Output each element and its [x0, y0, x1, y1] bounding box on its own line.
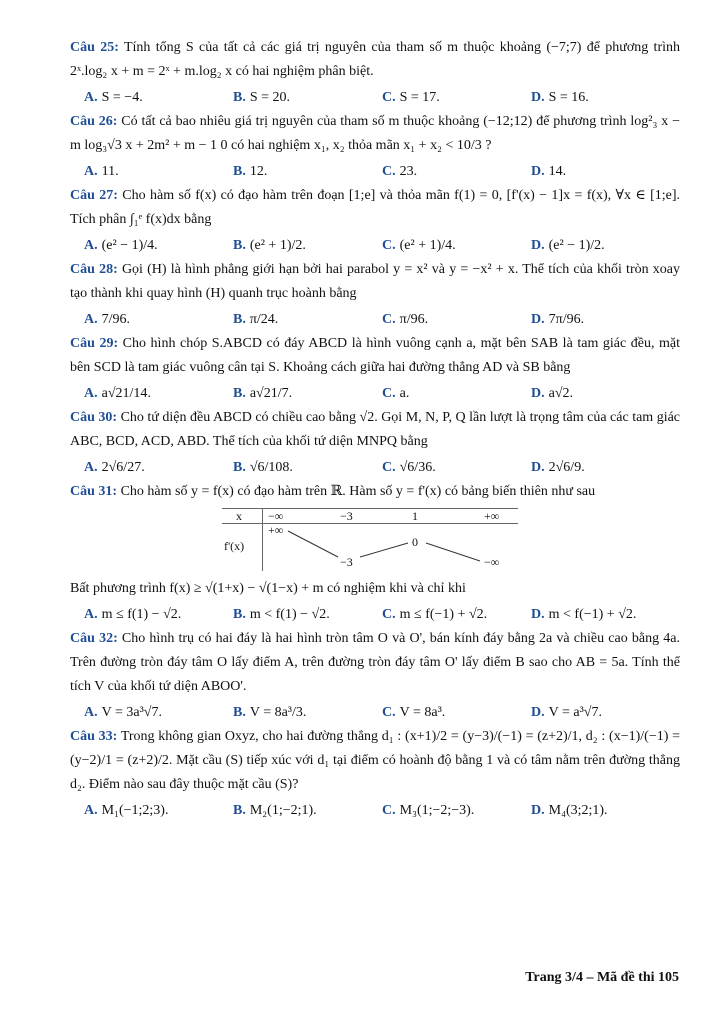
option-a[interactable]: A. 7/96. — [84, 312, 131, 327]
page-footer: Trang 3/4 – Mã đề thi 105 — [525, 970, 679, 985]
option-b[interactable]: B. π/24. — [233, 312, 279, 327]
question-27 — [70, 184, 680, 232]
value-bottom-right: −∞ — [484, 555, 500, 569]
answer-row — [84, 382, 680, 406]
question-number: Câu 30: — [70, 410, 118, 425]
value-mid: 0 — [412, 535, 418, 549]
question-33 — [70, 725, 680, 797]
answer-row — [84, 456, 680, 480]
answer-row — [84, 234, 680, 258]
table-fp-label: f'(x) — [224, 539, 245, 553]
question-number: Câu 31: — [70, 484, 118, 499]
question-29 — [70, 332, 680, 380]
option-b[interactable]: B. V = 8a³/3. — [233, 705, 307, 720]
option-b[interactable]: B. S = 20. — [233, 90, 291, 105]
tick-pos-inf: +∞ — [484, 509, 500, 523]
answer-row — [84, 799, 680, 823]
question-text: Cho tứ diện đều ABCD có chiều cao bằng √2. Gọi M, N, P, Q lần lượt là trọng tâm của các tam giác ABC, BCD, ACD, ABD. Thể tích của khối tứ diện MNPQ bằng — [70, 410, 681, 449]
answer-row — [84, 160, 680, 184]
option-b[interactable]: B. m < f(1) − √2. — [233, 607, 330, 622]
option-a[interactable]: A. (e² − 1)/4. — [84, 238, 158, 253]
option-a[interactable]: A. 2√6/27. — [84, 460, 145, 475]
option-b[interactable]: B. (e² + 1)/2. — [233, 238, 306, 253]
value-top-left: +∞ — [268, 523, 284, 537]
option-c[interactable]: C. (e² + 1)/4. — [382, 238, 456, 253]
question-text: Tính tổng S của tất cả các giá trị nguyên của tham số m thuộc khoảng (−7;7) để phương trình 2ˣ.log₂ x + m = 2ˣ + m.log₂ x có hai nghiệm phân biệt. — [70, 40, 681, 79]
question-text: Trong không gian Oxyz, cho hai đường thẳng d₁ : (x+1)/2 = (y−3)/(−1) = (z+2)/1, d₂ : (x−1)/(−1) = (y−2)/1 = (z+2)/2. Mặt cầu (S) tiếp xúc với d₁ tại điểm có hoành độ bằng 1 và có tâm nằm trên đường thẳng d₂. Điểm nào sau đây thuộc mặt cầu (S)? — [70, 729, 681, 792]
answer-row — [84, 701, 680, 725]
option-b[interactable]: B. M₂(1;−2;1). — [233, 803, 317, 818]
question-text: Bất phương trình f(x) ≥ √(1+x) − √(1−x) + m có nghiệm khi và chỉ khi — [70, 581, 466, 596]
question-32 — [70, 627, 680, 699]
answer-row — [84, 308, 680, 332]
question-31-part2 — [70, 577, 680, 601]
option-d[interactable]: D. V = a³√7. — [531, 705, 602, 720]
option-c[interactable]: C. 23. — [382, 164, 418, 179]
option-d[interactable]: D. 2√6/9. — [531, 460, 585, 475]
question-number: Câu 25: — [70, 40, 119, 55]
answer-row — [84, 86, 680, 110]
option-b[interactable]: B. √6/108. — [233, 460, 293, 475]
option-d[interactable]: D. a√2. — [531, 386, 574, 401]
question-text: Cho hình chóp S.ABCD có đáy ABCD là hình vuông cạnh a, mặt bên SAB là tam giác đều, mặt bên SCD là tam giác vuông cân tại S. Khoảng cách giữa hai đường thẳng AD và SB bằng — [70, 336, 681, 375]
question-number: Câu 28: — [70, 262, 118, 277]
tick-1: 1 — [412, 509, 418, 523]
question-text: Cho hàm số f(x) có đạo hàm trên đoạn [1;e] và thỏa mãn f(1) = 0, [f'(x) − 1]x = f(x), ∀x ∈ [1;e]. Tích phân ∫₁ᵉ f(x)dx bằng — [70, 188, 681, 227]
question-26 — [70, 110, 680, 158]
question-28 — [70, 258, 680, 306]
question-31 — [70, 480, 680, 504]
exam-page — [70, 36, 680, 823]
option-c[interactable]: C. M₃(1;−2;−3). — [382, 803, 475, 818]
option-c[interactable]: C. √6/36. — [382, 460, 436, 475]
question-number: Câu 32: — [70, 631, 118, 646]
value-bottom: −3 — [340, 555, 353, 569]
option-a[interactable]: A. S = −4. — [84, 90, 143, 105]
question-number: Câu 26: — [70, 114, 118, 129]
option-d[interactable]: D. 14. — [531, 164, 567, 179]
variation-arrows — [222, 509, 518, 571]
question-text: Có tất cả bao nhiêu giá trị nguyên của tham số m thuộc khoảng (−12;12) để phương trình log²₃ x − m log₃√3 x + 2m² + m − 1 0 có hai nghiệm x₁, x₂ thỏa mãn x₁ + x₂ < 10/3 ? — [70, 114, 680, 153]
answer-row — [84, 603, 680, 627]
question-number: Câu 27: — [70, 188, 118, 203]
option-a[interactable]: A. M₁(−1;2;3). — [84, 803, 169, 818]
option-c[interactable]: C. m ≤ f(−1) + √2. — [382, 607, 488, 622]
option-a[interactable]: A. V = 3a³√7. — [84, 705, 162, 720]
option-d[interactable]: D. m < f(−1) + √2. — [531, 607, 637, 622]
question-30 — [70, 406, 680, 454]
question-25 — [70, 36, 680, 84]
option-b[interactable]: B. 12. — [233, 164, 268, 179]
option-c[interactable]: C. S = 17. — [382, 90, 440, 105]
question-text: Cho hàm số y = f(x) có đạo hàm trên ℝ. Hàm số y = f'(x) có bảng biến thiên như sau — [120, 484, 596, 499]
tick-neg-inf: −∞ — [268, 509, 284, 523]
question-number: Câu 33: — [70, 729, 118, 744]
option-a[interactable]: A. m ≤ f(1) − √2. — [84, 607, 182, 622]
table-x-label: x — [236, 509, 242, 523]
option-d[interactable]: D. 7π/96. — [531, 312, 585, 327]
option-b[interactable]: B. a√21/7. — [233, 386, 293, 401]
question-text: Gọi (H) là hình phẳng giới hạn bởi hai parabol y = x² và y = −x² + x. Thể tích của khối tròn xoay tạo thành khi quay hình (H) quanh trục hoành bằng — [70, 262, 681, 301]
option-a[interactable]: A. 11. — [84, 164, 119, 179]
question-number: Câu 29: — [70, 336, 119, 351]
variation-table — [222, 508, 518, 571]
option-a[interactable]: A. a√21/14. — [84, 386, 151, 401]
option-c[interactable]: C. π/96. — [382, 312, 429, 327]
option-c[interactable]: C. a. — [382, 386, 410, 401]
option-d[interactable]: D. S = 16. — [531, 90, 589, 105]
option-d[interactable]: D. M₄(3;2;1). — [531, 803, 608, 818]
option-c[interactable]: C. V = 8a³. — [382, 705, 446, 720]
question-text: Cho hình trụ có hai đáy là hai hình tròn tâm O và O', bán kính đáy bằng 2a và chiều cao bằng 4a. Trên đường tròn đáy tâm O lấy điểm A, trên đường tròn đáy tâm O' lấy điểm B sao cho AB = 5a. Tính thể tích V của khối tứ diện ABOO'. — [70, 631, 681, 694]
option-d[interactable]: D. (e² − 1)/2. — [531, 238, 605, 253]
tick-neg3: −3 — [340, 509, 353, 523]
